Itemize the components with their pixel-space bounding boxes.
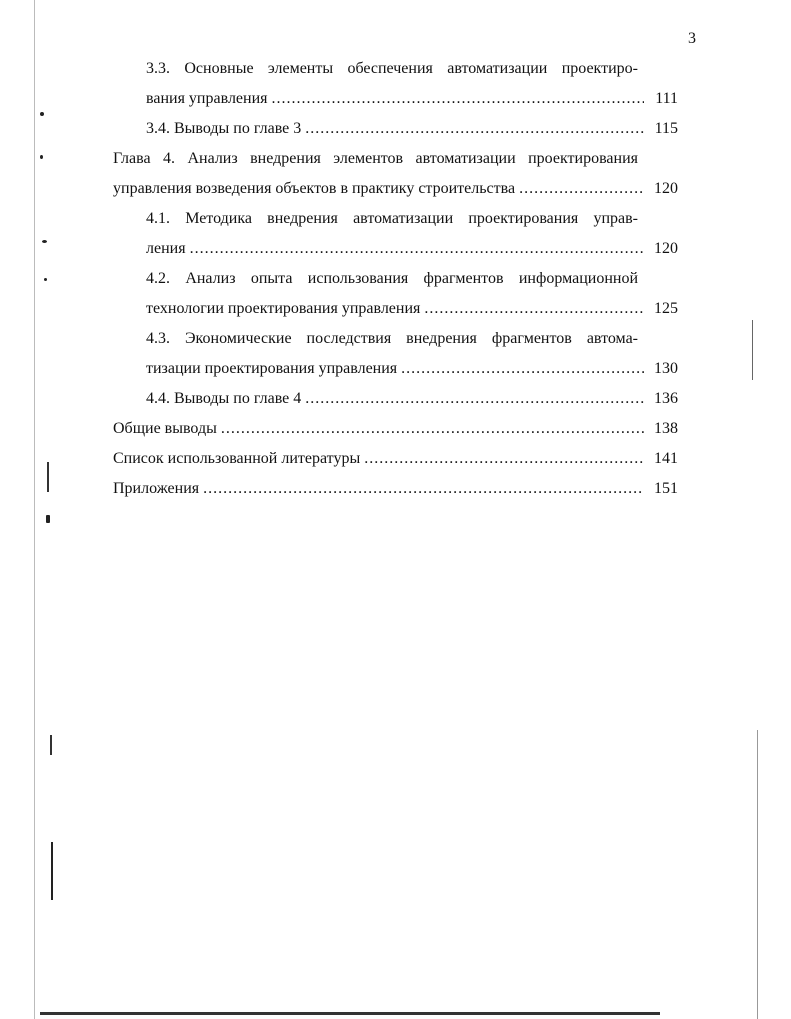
scan-edge-mark (47, 462, 49, 492)
scan-edge-bottom (40, 1012, 660, 1015)
toc-line (113, 144, 678, 174)
toc-entry-text: 3.3. Основные элементы обеспечения автоматизации проектиро- (146, 60, 638, 77)
toc-line (113, 264, 678, 294)
toc-entry-text: 4.2. Анализ опыта использования фрагментов информационной (146, 270, 638, 287)
toc-entry-row[interactable] (146, 294, 678, 324)
dot-leader (401, 354, 644, 384)
toc-line (113, 54, 678, 84)
toc-entry-row[interactable] (146, 114, 678, 144)
scan-edge-left (34, 0, 35, 1019)
scan-edge-mark (51, 842, 53, 900)
toc-entry-text: тизации проектирования управления (146, 360, 398, 377)
toc-entry-text: технологии проектирования управления (146, 300, 421, 317)
toc-page-number: 120 (654, 240, 678, 257)
toc-page-number: 115 (654, 120, 678, 137)
toc-page-number: 136 (654, 390, 678, 407)
dot-leader (305, 384, 644, 414)
dot-leader (305, 114, 644, 144)
toc-entry-text: 4.3. Экономические последствия внедрения фрагментов автома- (146, 330, 638, 347)
toc-entry-text: Глава 4. Анализ внедрения элементов автоматизации проектирования (113, 150, 638, 167)
table-of-contents (113, 54, 678, 504)
page-number: 3 (688, 30, 696, 47)
toc-entry-row[interactable] (113, 474, 678, 504)
toc-page-number: 130 (654, 360, 678, 377)
toc-line (113, 324, 678, 354)
toc-entry-text: управления возведения объектов в практику строительства (113, 180, 516, 197)
dot-leader (203, 474, 644, 504)
toc-entry-text: Общие выводы (113, 420, 217, 437)
toc-line (113, 414, 678, 444)
dot-leader (424, 294, 644, 324)
dot-leader (190, 234, 644, 264)
dot-leader (272, 84, 644, 114)
toc-line (113, 84, 678, 114)
scan-speck (40, 112, 44, 116)
toc-line (113, 174, 678, 204)
toc-line (113, 234, 678, 264)
toc-entry-text: 4.4. Выводы по главе 4 (146, 390, 302, 407)
toc-line (113, 114, 678, 144)
toc-line (113, 444, 678, 474)
toc-page-number: 141 (654, 450, 678, 467)
toc-entry-row[interactable] (146, 234, 678, 264)
toc-entry-text: 3.4. Выводы по главе 3 (146, 120, 302, 137)
toc-entry-row[interactable] (146, 354, 678, 384)
scan-speck (46, 515, 50, 523)
toc-entry-text: вания управления (146, 90, 268, 107)
dot-leader (519, 174, 644, 204)
toc-entry-row[interactable] (146, 84, 678, 114)
toc-line (113, 474, 678, 504)
scan-edge-mark (50, 735, 52, 755)
toc-entry-row[interactable] (113, 444, 678, 474)
scan-speck (44, 278, 47, 281)
toc-line (113, 354, 678, 384)
toc-entry-row[interactable] (113, 174, 678, 204)
dot-leader (221, 414, 644, 444)
toc-line (113, 384, 678, 414)
toc-entry-row[interactable] (113, 414, 678, 444)
scan-edge-right (757, 730, 758, 1019)
toc-entry-row[interactable] (146, 384, 678, 414)
toc-page-number: 151 (654, 480, 678, 497)
toc-line (113, 204, 678, 234)
dot-leader (364, 444, 644, 474)
toc-entry-text: 4.1. Методика внедрения автоматизации проектирования управ- (146, 210, 638, 227)
toc-page-number: 138 (654, 420, 678, 437)
toc-entry-text: Приложения (113, 480, 200, 497)
scan-speck (42, 240, 47, 243)
toc-page-number: 125 (654, 300, 678, 317)
toc-page-number: 111 (655, 90, 678, 107)
scan-speck (40, 155, 43, 159)
toc-entry-text: ления (146, 240, 186, 257)
toc-page-number: 120 (654, 180, 678, 197)
toc-entry-text: Список использованной литературы (113, 450, 361, 467)
scan-edge-right-mark (752, 320, 753, 380)
toc-line (113, 294, 678, 324)
